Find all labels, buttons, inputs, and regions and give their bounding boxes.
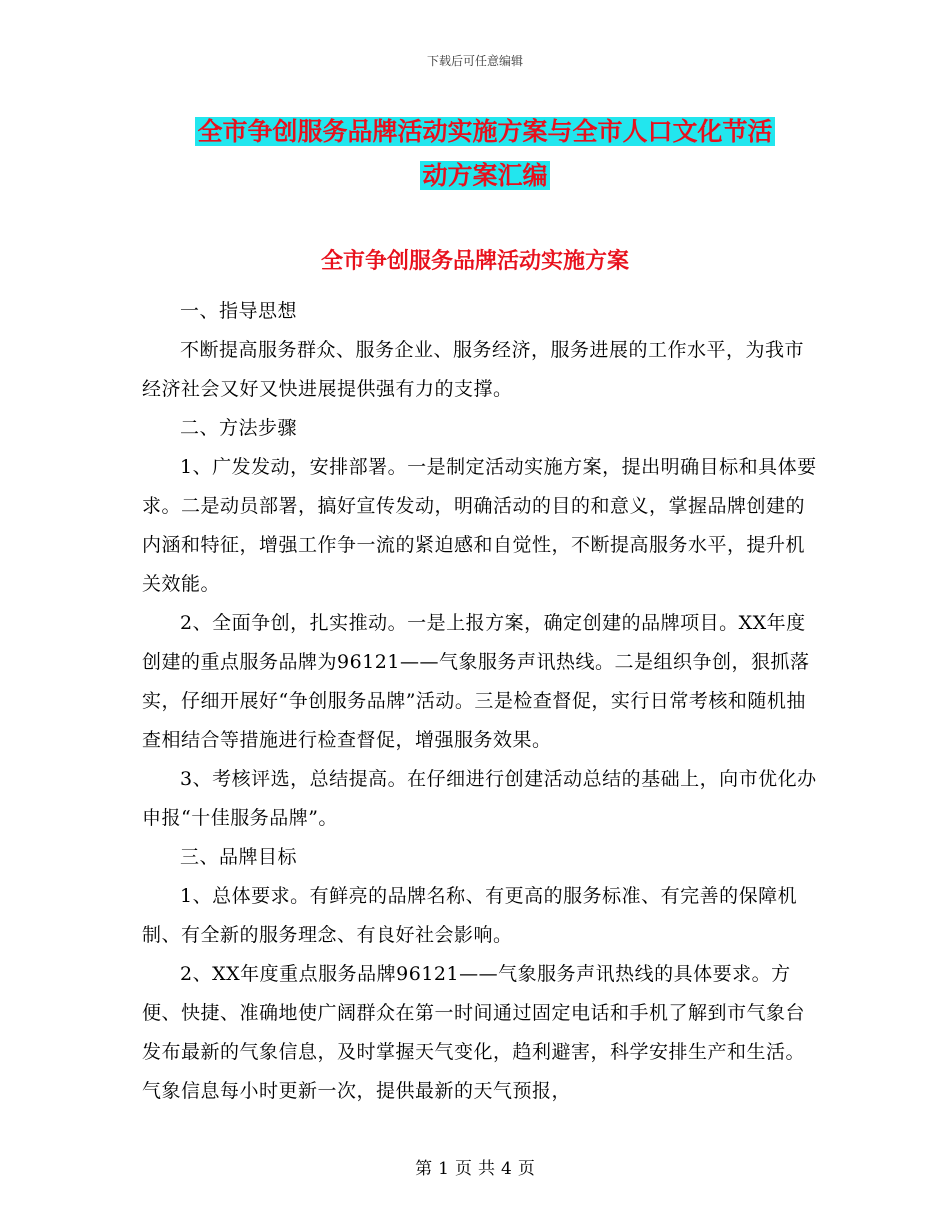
- header-note: 下载后可任意编辑: [426, 54, 523, 68]
- title-line-1: 全市争创服务品牌活动实施方案与全市人口文化节活: [197, 117, 773, 146]
- footer-gong: 共: [478, 1159, 495, 1179]
- footer-di: 第: [415, 1159, 433, 1179]
- page-footer: [0, 1154, 950, 1179]
- footer-ye-2: 页: [517, 1159, 535, 1179]
- footer-ye: 页: [455, 1159, 472, 1179]
- paragraph: 1、广发发动，安排部署。一是制定活动实施方案，提出明确目标和具体要求。二是动员部署，搞好宣传发动，明确活动的目的和意义，掌握品牌创建的内涵和特征，增强工作争一流的紧迫感和自觉性，不断提高服务水平，提升机关效能。: [142, 456, 817, 595]
- page-number: 1: [438, 1159, 449, 1179]
- section-title: 全市争创服务品牌活动实施方案: [320, 249, 629, 274]
- heading-guiding-ideology: 一、指导思想: [180, 300, 298, 322]
- document-title: [140, 110, 830, 198]
- paragraph: 不断提高服务群众、服务企业、服务经济，服务进展的工作水平，为我市经济社会又好又快进展提供强有力的支撑。: [142, 339, 805, 400]
- paragraph: 2、XX年度重点服务品牌96121——气象服务声讯热线的具体要求。方便、快捷、准确地使广阔群众在第一时间通过固定电话和手机了解到市气象台发布最新的气象信息，及时掌握天气变化，趋利避害，科学安排生产和生活。气象信息每小时更新一次，提供最新的天气预报，: [142, 963, 806, 1102]
- paragraph: 1、总体要求。有鲜亮的品牌名称、有更高的服务标准、有完善的保障机制、有全新的服务理念、有良好社会影响。: [142, 885, 798, 946]
- paragraph: 3、考核评选，总结提高。在仔细进行创建活动总结的基础上，向市优化办申报“十佳服务品牌”。: [142, 768, 817, 829]
- heading-methods-steps: 二、方法步骤: [180, 417, 298, 439]
- title-line-2: 动方案汇编: [422, 161, 548, 190]
- heading-brand-goals: 三、品牌目标: [180, 846, 298, 868]
- paragraph: 2、全面争创，扎实推动。一是上报方案，确定创建的品牌项目。XX年度创建的重点服务品牌为96121——气象服务声讯热线。二是组织争创，狠抓落实，仔细开展好“争创服务品牌”活动。三是检查督促，实行日常考核和随机抽查相结合等措施进行检查督促，增强服务效果。: [142, 612, 810, 751]
- total-pages: 4: [501, 1159, 512, 1179]
- document-body: [142, 292, 822, 1111]
